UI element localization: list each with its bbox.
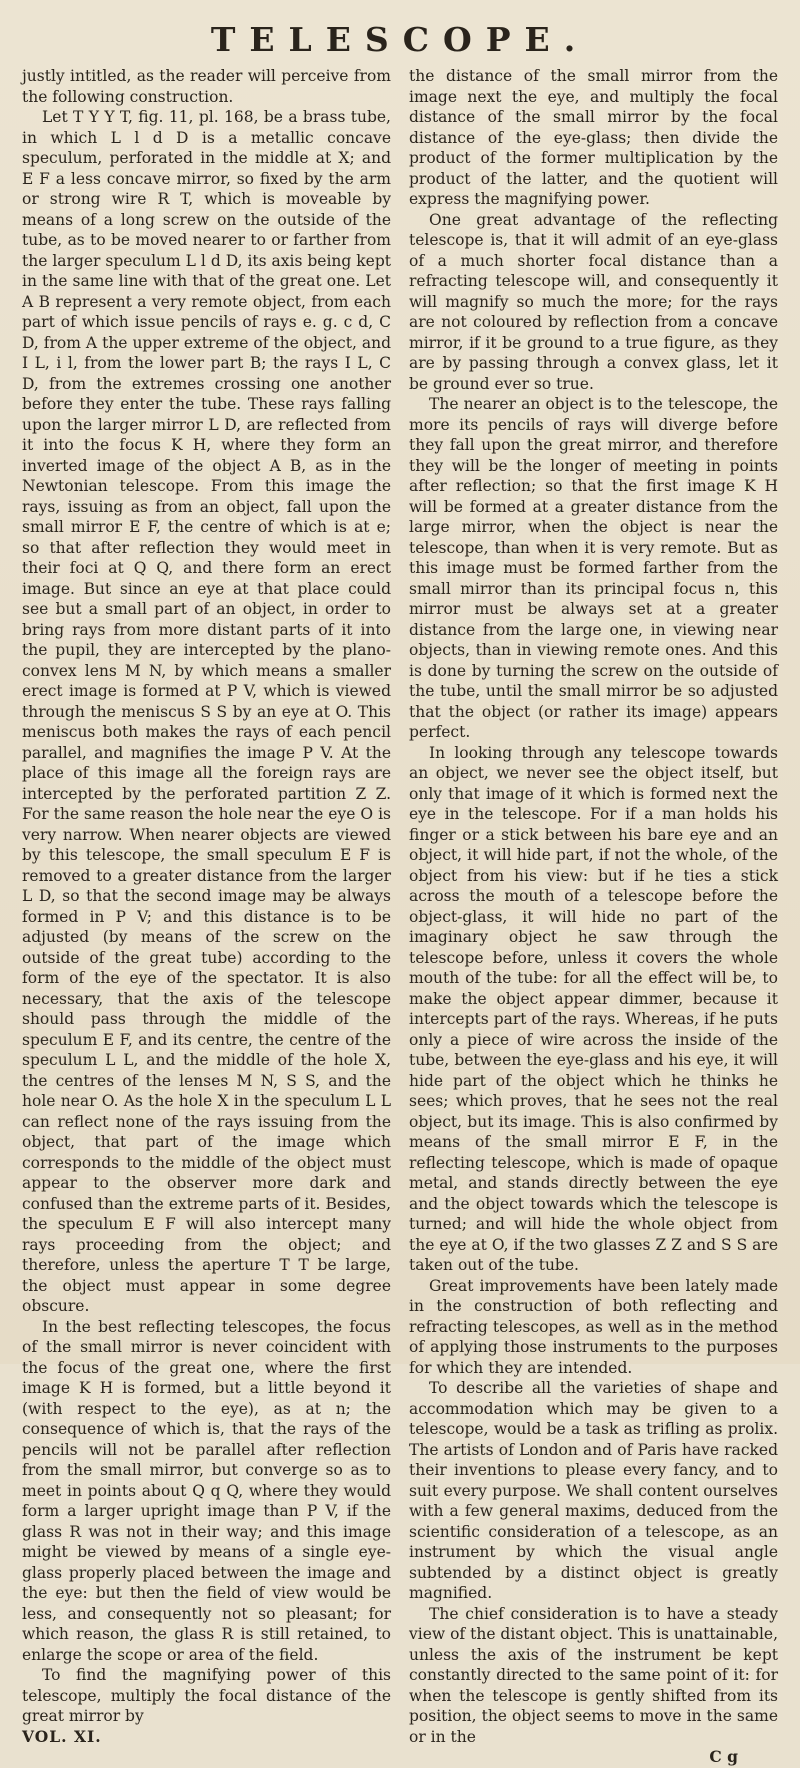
paragraph: In the best reflecting telescopes, the focus of the small mirror is never coincident with the focus of the great one, where the first image K H is formed, but a little beyond it (with respect to the eye), as at n; the consequence of which is, that the rays of the pencils will not be parallel after reflection from the small mirror, but converge so as to meet in points about Q q Q, where they would form a larger upright image than P V, if the glass R was not in their way; and this image might be viewed by means of a single eye-glass properly placed between the image and the eye: but then the field of view would be less, and consequently not so pleasant; for which reason, the glass R is still retained, to enlarge the scope or area of the field. xyxy=(22,1317,391,1664)
paragraph: In looking through any telescope towards an object, we never see the object itself, but only that image of it which is formed next the eye in the telescope. For if a man holds his finger or a stick between his bare eye and an object, it will hide part, if not the whole, of the object from his view: but if he ties a stick across the mouth of a telescope before the object-glass, it will hide no part of the imaginary object he saw through the telescope before, unless it covers the whole mouth of the tube: for all the effect will be, to make the object appear dimmer, because it intercepts part of the rays. Whereas, if he puts only a piece of wire across the inside of the tube, between the eye-glass and his eye, it will hide part of the object which he thinks he sees; which proves, that he sees not the real object, but its image. This is also confirmed by means of the small mirror E F, in the reflecting telescope, which is made of opaque metal, and stands directly between the eye and the object towards which the telescope is turned; and will hide the whole object from the eye at O, if the two glasses Z Z and S S are taken out of the tube. xyxy=(409,743,778,1274)
paragraph: justly intitled, as the reader will perceive from the following construction. xyxy=(22,67,391,106)
left-column xyxy=(22,66,391,1768)
paragraph: The nearer an object is to the telescope, the more its pencils of rays will diverge before they fall upon the great mirror, and therefore they will be the longer of meeting in points after reflection; so that the first image K H will be formed at a greater distance from the large mirror, when the object is near the telescope, than when it is very remote. But as this image must be formed farther from the small mirror than its principal focus n, this mirror must be always set at a greater distance from the large one, in viewing near objects, than in viewing remote ones. And this is done by turning the screw on the outside of the tube, until the small mirror be so adjusted that the object (or rather its image) appears perfect. xyxy=(409,395,778,741)
paragraph: To find the magnifying power of this telescope, multiply the focal distance of the great mirror by xyxy=(22,1666,391,1725)
text-columns xyxy=(22,66,778,1768)
right-column xyxy=(409,66,778,1768)
running-header: TELESCOPE. xyxy=(210,20,590,59)
paragraph: The chief consideration is to have a steady view of the distant object. This is unattainable, unless the axis of the instrument be kept constantly directed to the same point of it: for when the telescope is gently shifted from its position, the object seems to move in the same or in the xyxy=(409,1604,778,1746)
paragraph: To describe all the varieties of shape and accommodation which may be given to a telescope, would be a task as trifling as prolix. The artists of London and of Paris have racked their inventions to please every fancy, and to suit every purpose. We shall content ourselves with a few general maxims, deduced from the scientific consideration of a telescope, as an instrument by which the visual angle subtended by a distinct object is greatly magnified. xyxy=(409,1379,778,1602)
paragraph: One great advantage of the reflecting telescope is, that it will admit of an eye-glass of a much shorter focal distance than a refracting telescope will, and consequently it will magnify so much the more; for the rays are not coloured by reflection from a concave mirror, if it be ground to a true figure, as they are by passing through a convex glass, let it be ground ever so true. xyxy=(409,210,778,393)
paragraph: the distance of the small mirror from the image next the eye, and multiply the focal distance of the small mirror by the focal distance of the eye-glass; then divide the product of the former multiplication by the product of the latter, and the quotient will express the magnifying power. xyxy=(409,67,778,208)
paragraph: Great improvements have been lately made in the construction of both reflecting and refracting telescopes, as well as in the method of applying those instruments to the purposes for which they are intended. xyxy=(409,1276,778,1377)
volume-signature: VOL. XI. xyxy=(22,1726,102,1746)
paragraph: Let T Y Y T, fig. 11, pl. 168, be a brass tube, in which L l d D is a metallic concave speculum, perforated in the middle at X; and E F a less concave mirror, so fixed by the arm or strong wire R T, which is moveable by means of a long screw on the outside of the tube, as to be moved nearer to or farther from the larger speculum L l d D, its axis being kept in the same line with that of the great one. Let A B represent a very remote object, from each part of which issue pencils of rays e. g. c d, C D, from A the upper extreme of the object, and I L, i l, from the lower part B; the rays I L, C D, from the extremes crossing one another before they enter the tube. These rays falling upon the larger mirror L D, are reflected from it into the focus K H, where they form an inverted image of the object A B, as in the Newtonian telescope. From this image the rays, issuing as from an object, fall upon the small mirror E F, the centre of which is at e; so that after reflection they would meet in their foci at Q Q, and there form an erect image. But since an eye at that place could see but a small part of an object, in order to bring rays from more distant parts of it into the pupil, they are intercepted by the plano-convex lens M N, by which means a smaller erect image is formed at P V, which is viewed through the meniscus S S by an eye at O. This meniscus both makes the rays of each pencil parallel, and magnifies the image P V. At the place of this image all the foreign rays are intercepted by the perforated partition Z Z. For the same reason the hole near the eye O is very narrow. When nearer objects are viewed by this telescope, the small speculum E F is removed to a greater distance from the larger L D, so that the second image may be always formed in P V; and this distance is to be adjusted (by means of the screw on the outside of the great tube) according to the form of the eye of the spectator. It is also necessary, that the axis of the telescope should pass through the middle of the speculum E F, and its centre, the centre of the speculum L L, and the middle of the hole X, the centres of the lenses M N, S S, and the hole near O. As the hole X in the speculum L L can reflect none of the rays issuing from the object, that part of the image which corresponds to the middle of the object must appear to the observer more dark and confused than the extreme parts of it. Besides, the speculum E F will also intercept many rays proceeding from the object; and therefore, unless the aperture T T be large, the object must appear in some degree obscure. xyxy=(22,108,391,1315)
catchword: C g xyxy=(709,1747,738,1766)
